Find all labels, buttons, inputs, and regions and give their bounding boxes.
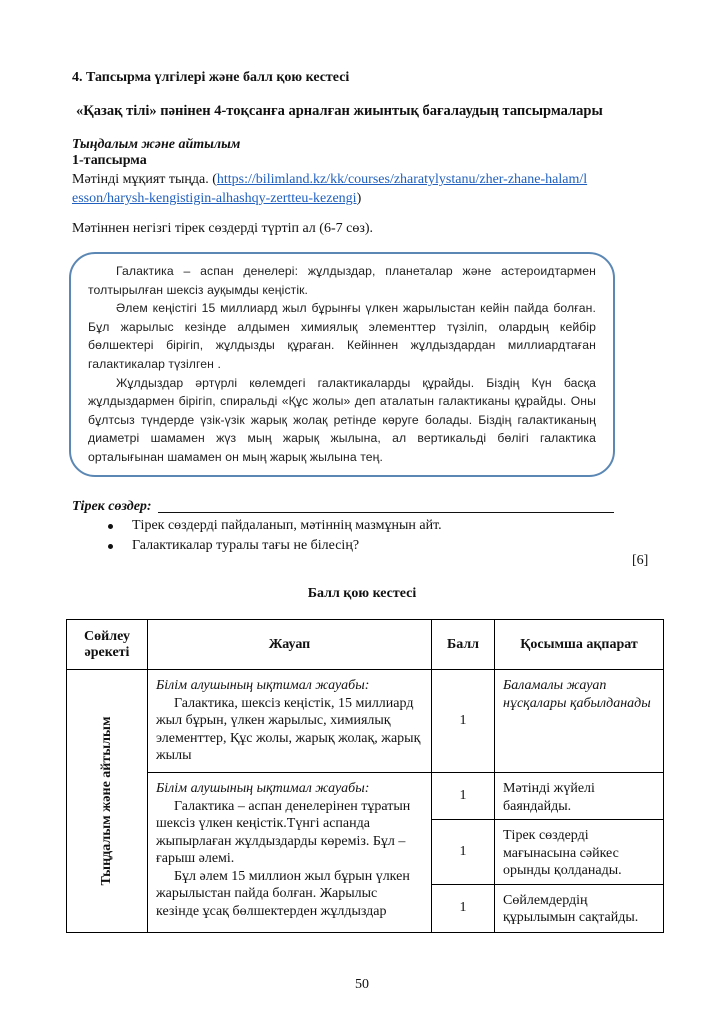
score-cell: 1 [432, 884, 495, 932]
info-text: Баламалы жауап нұсқалары қабылданады [503, 678, 651, 711]
task-instruction-2: Мәтіннен негізгі тірек сөздерді түртіп ал (6-7 сөз). [72, 221, 374, 236]
bullet-item: Галактикалар туралы тағы не білесің? [108, 536, 442, 556]
instruction-prefix: Мәтінді мұқият тыңда. ( [72, 172, 217, 187]
listening-text [88, 262, 596, 467]
info-text: Сөйлемдердің құрылымын сақтайды. [503, 892, 639, 925]
score-cell: 1 [432, 670, 495, 773]
max-score: [6] [632, 553, 649, 568]
header-activity: Сөйлеу әрекеті [67, 620, 148, 670]
task-label: 1-тапсырма [72, 153, 147, 168]
answer-cell [148, 773, 432, 933]
activity-label: Тыңдалым және айтылым [99, 716, 114, 886]
answer-cell [148, 670, 432, 773]
scoring-table [66, 619, 664, 933]
listening-paragraph: Әлем кеңістігі 15 миллиард жыл бұрынғы үлкен жарылыстан кейін пайда болған. Бұл жарылыс кезінде алдымен химиялық элементтер түзіліп, олардың кейбір бөлшектері бірігіп, жұлдызды құраған. Кейіннен жұлдыздардан миллиардтаған галактикалар түзілген . [88, 301, 596, 371]
header-info: Қосымша ақпарат [495, 620, 664, 670]
info-cell [495, 773, 664, 820]
keywords-answer-line[interactable] [158, 512, 614, 513]
listening-paragraph: Галактика – аспан денелері: жұлдыздар, планеталар және астероидтармен толтырылған шексіз ауқымды кеңістік. [88, 264, 596, 297]
bullet-item: Тірек сөздерді пайдаланып, мәтіннің мазмұнын айт. [108, 516, 442, 536]
document-subheading: «Қазақ тілі» пәнінен 4-тоқсанға арналған жиынтық бағалаудың тапсырмалары [76, 103, 603, 119]
answer-label: Білім алушының ықтимал жауабы: [156, 678, 370, 693]
section-heading: 4. Тапсырма үлгілері және балл қою кестесі [72, 70, 350, 85]
info-text: Мәтінді жүйелі баяндайды. [503, 781, 595, 814]
answer-label: Білім алушының ықтимал жауабы: [156, 781, 370, 796]
instruction-suffix: ) [356, 191, 362, 206]
header-score: Балл [432, 620, 495, 670]
listening-paragraph: Жұлдыздар әртүрлі көлемдегі галактикаларды құрайды. Біздің Күн басқа жұлдыздармен бірігіп, спиральді «Құс жолы» деп аталатын галактиканы құрайды. Оны бұлтсыз түндерде үзік-үзік жарық жолақ ретінде көруге болады. Біздің галактиканың диаметрі шамамен жүз мың жарық жылына, ал вертикальді бөлігі галактика орталығынан шамамен он мың жарық жылына тең. [88, 375, 596, 464]
bullet-list [108, 516, 442, 556]
answer-text: Галактика – аспан денелерінен тұратын шексіз үлкен кеңістік.Түнгі аспанда жыпырлаған жұлдыздарды көреміз. Бұл – ғарыш әлемі. [156, 798, 411, 866]
info-cell [495, 670, 664, 773]
answer-text: Бұл әлем 15 миллион жыл бұрын үлкен жарылыстан пайда болған. Жарылыс кезінде ұсақ бөлшектерден жұлдыздар [156, 868, 410, 919]
header-answer: Жауап [148, 620, 432, 670]
task-instruction [72, 170, 592, 208]
activity-cell [67, 670, 148, 933]
table-title: Балл қою кестесі [307, 586, 417, 601]
page-number: 50 [355, 977, 369, 992]
lesson-link[interactable]: https://bilimland.kz/kk/courses/zharatylystanu/zher-zhane-halam/lesson/harysh-kengistigin-alhashqy-zertteu-kezengi [72, 172, 588, 206]
score-cell: 1 [432, 820, 495, 885]
info-text: Тірек сөздерді мағынасына сәйкес орынды қолданады. [503, 828, 622, 878]
section-label: Тыңдалым және айтылым [72, 137, 241, 152]
info-cell [495, 884, 664, 932]
keywords-label: Тірек сөздер: [72, 499, 152, 514]
score-cell: 1 [432, 773, 495, 820]
answer-text: Галактика, шексіз кеңістік, 15 миллиард жыл бұрын, үлкен жарылыс, химиялық элементтер, Құс жолы, жарық жолақ, жарық жылы [156, 695, 421, 763]
info-cell [495, 820, 664, 885]
